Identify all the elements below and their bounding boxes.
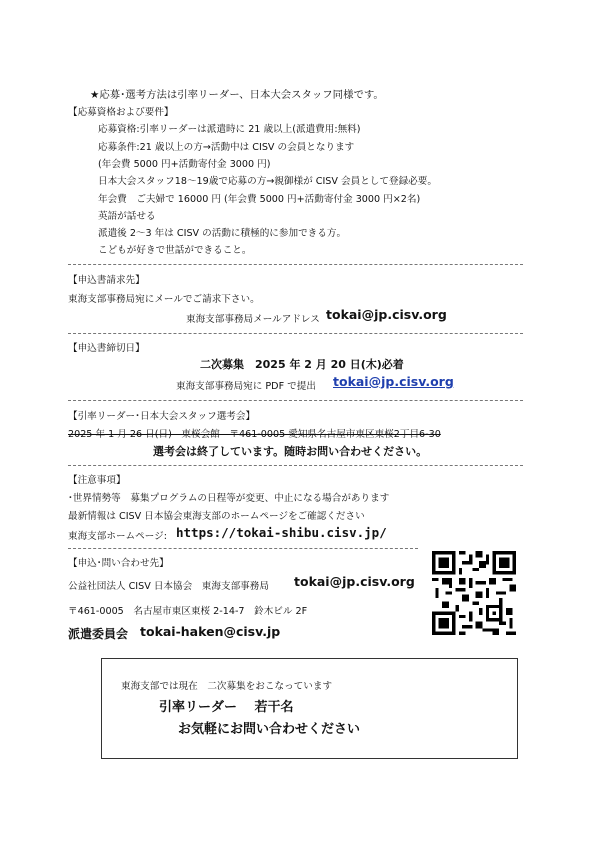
requirement-line: 英語が話せる <box>98 211 156 222</box>
requirement-line: 日本大会スタッフ18～19歳で応募の方→親御様が CISV 会員として登録必要。 <box>98 176 437 187</box>
deadline-submit-label: 東海支部事務局宛に PDF で提出 <box>176 381 316 392</box>
notice-line-2: 引率リーダー 若干名 <box>159 700 294 715</box>
intro-note: ★応募･選考方法は引率リーダー、日本大会スタッフ同様です。 <box>90 89 384 101</box>
section-divider <box>68 264 523 265</box>
deadline-email-link[interactable]: tokai@jp.cisv.org <box>333 374 454 389</box>
requirement-line: (年会費 5000 円+活動寄付金 3000 円) <box>98 159 271 170</box>
contact-email[interactable]: tokai@jp.cisv.org <box>294 574 415 589</box>
homepage-url[interactable]: https://tokai-shibu.cisv.jp/ <box>176 525 387 540</box>
section-divider <box>68 400 523 401</box>
section-divider <box>68 465 523 466</box>
requirement-line: 年会費 ご夫婦で 16000 円 (年会費 5000 円+活動寄付金 3000 円×2名) <box>98 194 421 205</box>
homepage-label: 東海支部ホームページ: <box>68 531 167 542</box>
contact-heading: 【申込･問い合わせ先】 <box>68 558 169 569</box>
recruitment-notice-box <box>101 658 518 759</box>
request-email-label: 東海支部事務局メールアドレス <box>186 314 320 325</box>
selection-heading: 【引率リーダー･日本大会スタッフ選考会】 <box>68 411 256 422</box>
section-divider <box>68 333 523 334</box>
contact-address: 〒461-0005 名古屋市東区東桜 2-14-7 鈴木ビル 2F <box>68 606 308 617</box>
qr-code[interactable] <box>432 551 516 635</box>
request-line: 東海支部事務局宛にメールでご請求下さい。 <box>68 294 260 305</box>
deadline-heading: 【申込書締切日】 <box>68 343 145 354</box>
requirements-heading: 【応募資格および要件】 <box>68 107 174 118</box>
deadline-date: 二次募集 2025 年 2 月 20 日(木)必着 <box>200 358 404 371</box>
requirement-line: 派遣後 2～3 年は CISV の活動に積極的に参加できる方。 <box>98 228 347 239</box>
cautions-heading: 【注意事項】 <box>68 475 126 486</box>
requirement-line: こどもが好きで世話ができること。 <box>98 245 252 256</box>
committee-label: 派遣委員会 <box>68 627 129 641</box>
notice-line-1: 東海支部では現在 二次募集をおこなっています <box>121 681 333 692</box>
caution-line: ･世界情勢等 募集プログラムの日程等が変更、中止になる場合があります <box>68 493 390 504</box>
notice-line-3: お気軽にお問い合わせください <box>178 722 361 737</box>
selection-closed-notice: 選考会は終了しています。随時お問い合わせください。 <box>153 445 428 458</box>
caution-line: 最新情報は CISV 日本協会東海支部のホームページをご確認ください <box>68 511 365 522</box>
request-email[interactable]: tokai@jp.cisv.org <box>326 307 447 322</box>
request-heading: 【申込書請求先】 <box>68 275 145 286</box>
selection-struck-details: 2025 年 1 月 26 日(日) 東桜会館 〒461-0005 愛知県名古屋市東区東桜2丁目6-30 <box>68 429 441 440</box>
requirement-line: 応募資格:引率リーダーは派遣時に 21 歳以上(派遣費用:無料) <box>98 124 361 135</box>
committee-email[interactable]: tokai-haken@cisv.jp <box>140 624 281 639</box>
section-divider <box>68 548 418 549</box>
requirement-line: 応募条件:21 歳以上の方→活動中は CISV の会員となります <box>98 142 355 153</box>
contact-org: 公益社団法人 CISV 日本協会 東海支部事務局 <box>68 581 269 592</box>
